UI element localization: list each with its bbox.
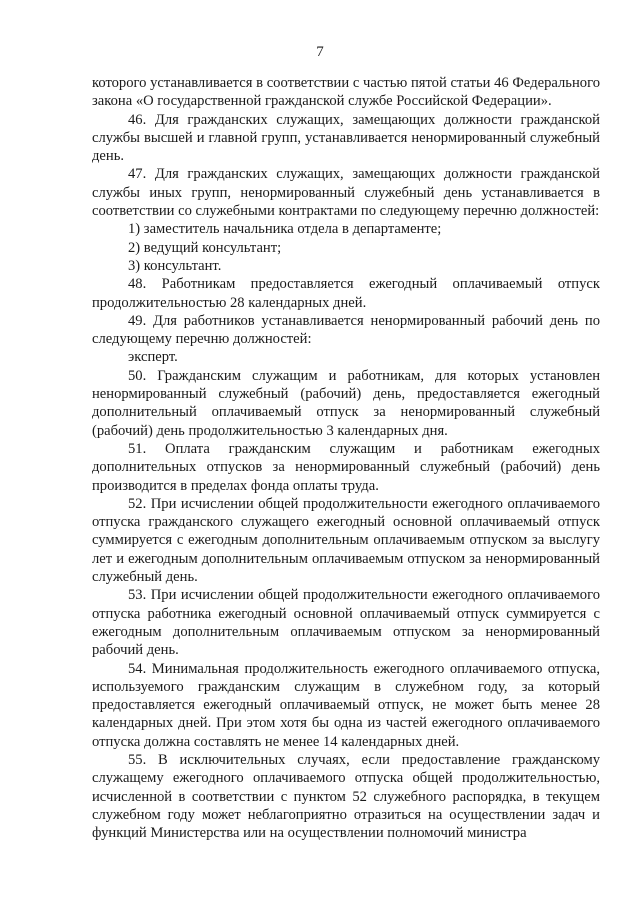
paragraph-52: 52. При исчислении общей продолжительности ежегодного оплачиваемого отпуска гражданского служащего ежегодный основной оплачиваемый отпуск суммируется с ежегодным дополнительным оплачиваемым отпуском за выслугу лет и ежегодным дополнительным оплачиваемым отпуском за ненормированный служебный день. [92, 495, 600, 586]
list-item-1: 1) заместитель начальника отдела в департаменте; [128, 221, 442, 238]
page-number: 7 [316, 44, 324, 60]
paragraph-53: 53. При исчислении общей продолжительности ежегодного оплачиваемого отпуска работника ежегодный основной оплачиваемый отпуск суммируется с ежегодным дополнительным оплачиваемым отпуском за ненормированный рабочий день. [92, 587, 600, 659]
list-item-2: 2) ведущий консультант; [128, 239, 282, 256]
list-item-expert: эксперт. [128, 349, 178, 366]
paragraph-48: 48. Работникам предоставляется ежегодный оплачиваемый отпуск продолжительностью 28 календарных дней. [92, 276, 600, 311]
paragraph-49: 49. Для работников устанавливается ненормированный рабочий день по следующему перечню должностей: [92, 312, 600, 348]
paragraph-55: 55. В исключительных случаях, если предоставление гражданскому служащему ежегодного оплачиваемого отпуска общей продолжительностью, исчисленной в соответствии с пунктом 52 служебного распорядка, в текущем служебном году может неблагоприятно отразиться на осуществлении задач и функций Министерства или на осуществлении полномочий министра [92, 751, 600, 842]
document-body [92, 74, 600, 842]
list-item-3: 3) консультант. [128, 257, 222, 274]
paragraph-47: 47. Для гражданских служащих, замещающих должности гражданской службы иных групп, ненормированный служебный день устанавливается в соответствии со служебными контрактами по следующему перечню должностей: [92, 166, 600, 220]
paragraph-51: 51. Оплата гражданским служащим и работникам ежегодных дополнительных отпусков за ненормированный служебный (рабочий) день производится в пределах фонда оплаты труда. [92, 440, 600, 494]
paragraph-46: 46. Для гражданских служащих, замещающих должности гражданской службы высшей и главной групп, устанавливается ненормированный служебный день. [92, 111, 600, 165]
paragraph-continuation: которого устанавливается в соответствии с частью пятой статьи 46 Федерального закона «О государственной гражданской службе Российской Федерации». [92, 75, 600, 110]
paragraph-54: 54. Минимальная продолжительность ежегодного оплачиваемого отпуска, используемого гражданским служащим в служебном году, за который предоставляется ежегодный оплачиваемый отпуск, не может быть менее 28 календарных дней. При этом хотя бы одна из частей ежегодного оплачиваемого отпуска должна составлять не менее 14 календарных дней. [92, 660, 600, 750]
paragraph-50: 50. Гражданским служащим и работникам, для которых установлен ненормированный служебный (рабочий) день, предоставляется ежегодный дополнительный оплачиваемый отпуск за ненормированный служебный (рабочий) день продолжительностью 3 календарных дня. [92, 367, 600, 439]
